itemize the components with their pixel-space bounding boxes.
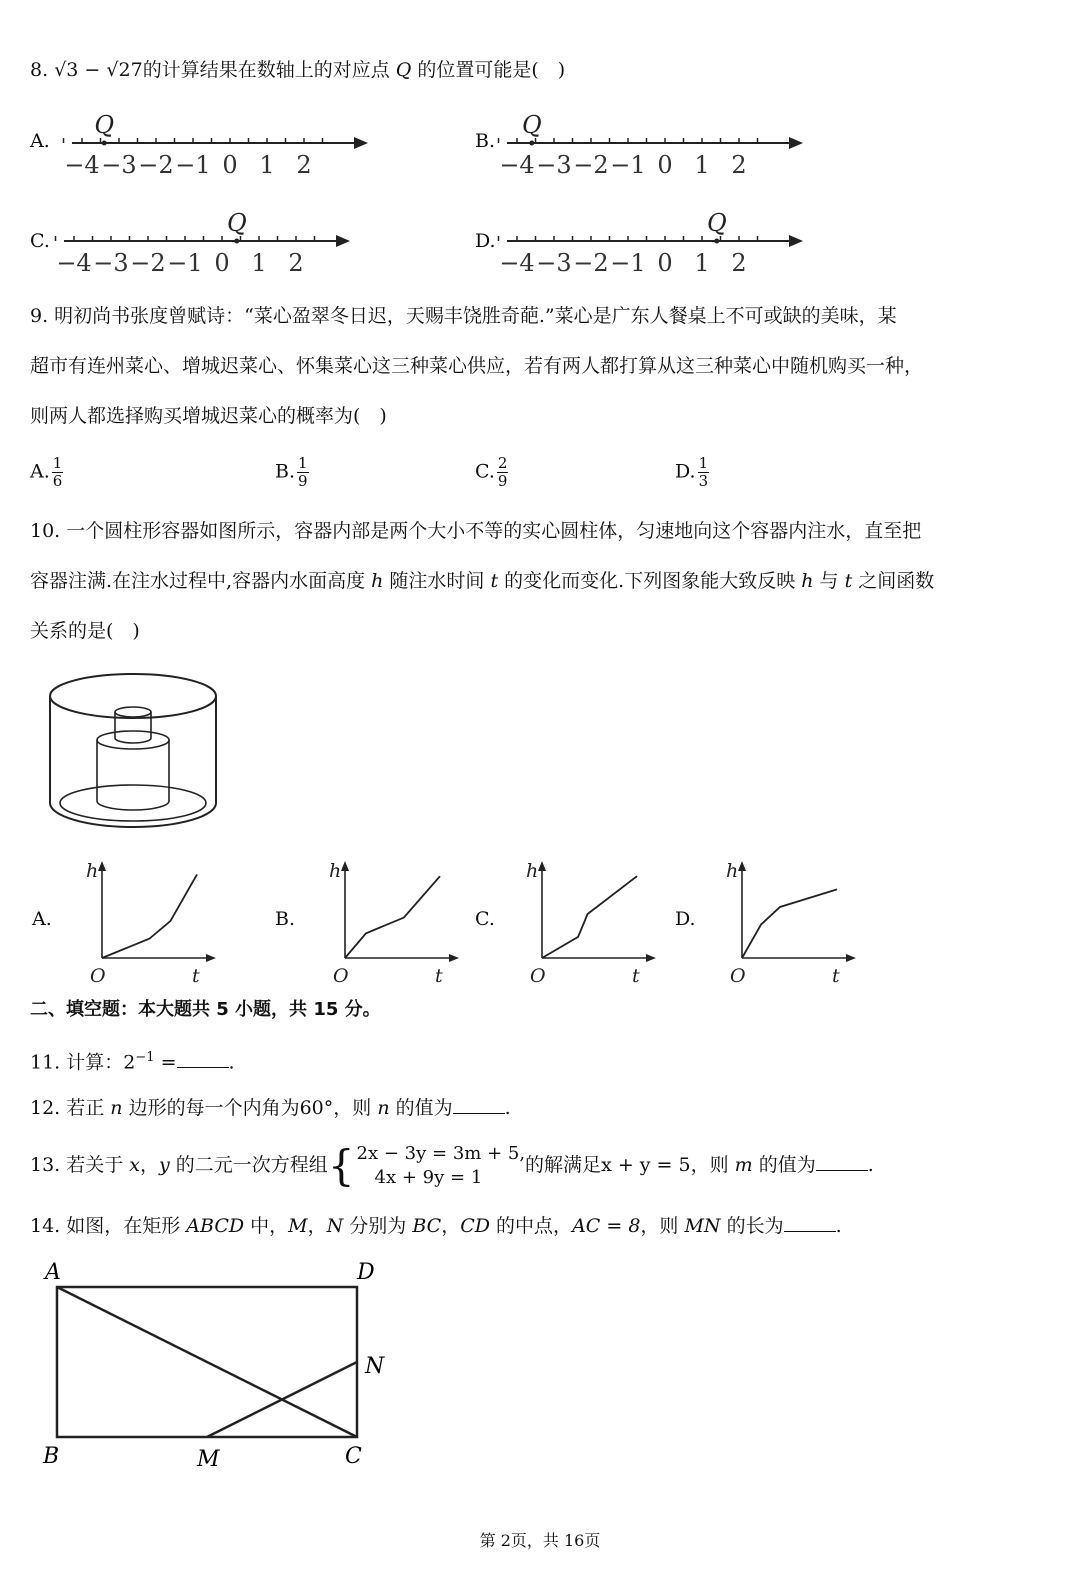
q14-mid2: 分别为 (343, 1215, 413, 1237)
origin-label: O (90, 965, 106, 987)
q14-end: . (835, 1215, 842, 1237)
origin-label: O (333, 965, 349, 987)
q12-suffix: 的值为 (389, 1097, 453, 1119)
axis-label-h: h (86, 860, 99, 882)
q12 (30, 1094, 511, 1122)
origin-label: O (530, 965, 546, 987)
q9-option-b-label: B. (275, 460, 296, 483)
q9-option-b-fraction (297, 455, 309, 490)
q13-var-x: x (129, 1154, 141, 1176)
q14 (30, 1212, 842, 1240)
tick-label: −3 (536, 151, 572, 179)
q14-n: N (326, 1215, 344, 1237)
q8-option-d-label: D. (475, 230, 496, 252)
q14-m: M (288, 1215, 308, 1237)
x-axis-arrow (846, 954, 856, 962)
x-axis-arrow (206, 954, 216, 962)
q10-graph-c (522, 855, 652, 990)
tick-label: 2 (731, 151, 747, 179)
tick-label: −4 (499, 151, 535, 179)
numerator: 1 (698, 454, 709, 472)
label-m: M (197, 1447, 220, 1472)
x-axis-arrow (449, 954, 459, 962)
q9-option-c (475, 455, 508, 490)
tick-label: −2 (573, 249, 609, 277)
point-q-label: Q (521, 111, 542, 139)
axis-label-h: h (526, 860, 539, 882)
tick-label: −4 (499, 249, 535, 277)
q10-option-d-label: D. (675, 908, 696, 930)
q8-option-a-label: A. (30, 130, 50, 152)
q14-answer-blank[interactable] (784, 1213, 836, 1232)
tick-label: 1 (694, 151, 710, 179)
tick-label: 1 (259, 151, 275, 179)
q8-option-c-label: C. (30, 230, 50, 252)
origin-label: O (730, 965, 746, 987)
tick-label: 0 (222, 151, 238, 179)
q13-equation-2: 4x + 9y = 1 (374, 1167, 483, 1188)
q10-option-b-label: B. (275, 908, 296, 930)
q14-comma: ， (307, 1215, 327, 1237)
axis-label-t: t (832, 965, 840, 987)
q13-equation-rows (357, 1142, 526, 1190)
q11-end: . (228, 1051, 235, 1074)
function-curve (742, 889, 837, 958)
q13-prefix: 13. 若关于 (30, 1154, 130, 1176)
q10-line2 (30, 567, 934, 595)
cylinder-container-figure (45, 668, 225, 838)
axis-arrow (789, 235, 803, 247)
q14-ac: AC = 8 (572, 1215, 641, 1237)
tick-label: −1 (610, 151, 646, 179)
tick-label: 2 (731, 249, 747, 277)
q14-mid4: ，则 (640, 1215, 685, 1237)
q10-option-c-label: C. (475, 908, 495, 930)
tick-label: 0 (657, 151, 673, 179)
q14-bc: BC (412, 1215, 442, 1237)
q14-abcd: ABCD (186, 1215, 245, 1237)
section2-title: 二、填空题：本大题共 5 小题，共 15 分。 (30, 999, 381, 1020)
tick-label: 2 (296, 151, 312, 179)
q10-graph-b (325, 855, 455, 990)
q13-condition: x + y = 5 (601, 1154, 691, 1176)
q11 (30, 1044, 235, 1076)
q10-line2d: 与 (813, 570, 845, 592)
x-axis-arrow (646, 954, 656, 962)
q9-option-a-label: A. (30, 460, 50, 483)
q9-option-a (30, 455, 63, 490)
label-b: B (43, 1444, 60, 1469)
denominator: 9 (298, 472, 308, 490)
q13-end: . (867, 1154, 874, 1176)
q9-option-d-label: D. (675, 460, 696, 483)
q10-var-t: t (490, 570, 499, 592)
q9-line1: 9. 明初尚书张度曾赋诗：“菜心盈翠冬日迟，天赐丰饶胜奇葩.”菜心是广东人餐桌上不可或缺的美味，某 (30, 305, 897, 327)
numerator: 2 (497, 454, 508, 472)
q8-option-b-label: B. (475, 130, 496, 152)
q13-after: 的解满足 (525, 1154, 602, 1176)
q14-mid1: 中， (244, 1215, 289, 1237)
axis-arrow (354, 137, 368, 149)
tick-label: −3 (536, 249, 572, 277)
q9-line3: 则两人都选择购买增城迟菜心的概率为( ) (30, 405, 387, 427)
function-curve (542, 876, 637, 958)
q10-option-a-label: A. (32, 908, 52, 930)
tick-label: −2 (130, 249, 166, 277)
q12-var-n: n (110, 1097, 123, 1119)
q8-text: 的计算结果在数轴上的对应点 (142, 59, 390, 81)
q8-number-line-a (64, 105, 370, 185)
q9-option-c-label: C. (475, 460, 495, 483)
q13-equation-system (328, 1142, 525, 1190)
q10-line3: 关系的是( ) (30, 620, 140, 642)
tick-label: 2 (288, 249, 304, 277)
tick-label: −1 (167, 249, 203, 277)
y-axis-arrow (341, 861, 349, 871)
q12-prefix: 12. 若正 (30, 1097, 111, 1119)
q13-then: ，则 (690, 1154, 735, 1176)
q8-number-line-b (499, 105, 805, 185)
q13-var-y: y (159, 1154, 170, 1176)
tick-label: −3 (101, 151, 137, 179)
tick-label: −2 (573, 151, 609, 179)
rectangle-abcd-figure (35, 1255, 405, 1480)
q11-base: 2 (123, 1051, 136, 1074)
q14-mn: MN (684, 1215, 721, 1237)
q8-number-line-d (499, 203, 805, 283)
q8-minus: − (78, 59, 107, 81)
axis-label-h: h (329, 860, 342, 882)
y-axis-arrow (98, 861, 106, 871)
q10-var-h-2: h (801, 570, 814, 592)
q10-var-h: h (371, 570, 384, 592)
q14-prefix: 14. 如图，在矩形 (30, 1215, 187, 1237)
q9-option-d (675, 455, 709, 490)
numerator: 1 (52, 454, 63, 472)
q10-graph-a (82, 855, 212, 990)
q8-stem (30, 56, 565, 84)
denominator: 9 (497, 472, 508, 490)
q13-equation-1: 2x − 3y = 3m + 5, (356, 1143, 526, 1164)
q10-graph-d (722, 855, 852, 990)
point-q-dot (234, 239, 239, 244)
q11-exponent: −1 (135, 1050, 155, 1065)
q14-comma2: ， (441, 1215, 461, 1237)
label-d: D (357, 1260, 375, 1285)
label-n: N (365, 1354, 385, 1379)
q10-line2a: 容器注满.在注水过程中,容器内水面高度 (30, 570, 372, 592)
q14-mid3: 的中点， (490, 1215, 573, 1237)
denominator: 3 (698, 472, 709, 490)
point-q-dot (529, 141, 534, 146)
q13-comma: ， (140, 1154, 160, 1176)
q10-line2e: 之间函数 (852, 570, 935, 592)
q12-var-n-2: n (377, 1097, 390, 1119)
tick-label: −4 (64, 151, 100, 179)
axis-label-t: t (192, 965, 200, 987)
tick-label: −4 (56, 249, 92, 277)
axis-arrow (789, 137, 803, 149)
tick-label: −2 (138, 151, 174, 179)
q11-equals: = (154, 1051, 177, 1074)
diagonal-ac (57, 1287, 357, 1437)
tick-label: −1 (610, 249, 646, 277)
denominator: 6 (52, 472, 63, 490)
y-axis-arrow (538, 861, 546, 871)
numerator: 1 (298, 454, 308, 472)
q9-option-c-fraction (497, 455, 509, 490)
point-q-label: Q (94, 111, 115, 139)
q10-line2b: 随注水时间 (383, 570, 491, 592)
function-curve (102, 874, 197, 958)
q8-text2: 的位置可能是( ) (417, 59, 566, 81)
q11-prefix: 11. 计算： (30, 1051, 124, 1074)
q14-suffix: 的长为 (720, 1215, 784, 1237)
q10-line1: 10. 一个圆柱形容器如图所示，容器内部是两个大小不等的实心圆柱体，匀速地向这个容器内注水，直至把 (30, 520, 922, 542)
q13-brace: { (327, 1141, 355, 1190)
point-q-dot (102, 141, 107, 146)
point-q-dot (714, 239, 719, 244)
q10-line2c: 的变化而变化.下列图象能大致反映 (498, 570, 802, 592)
q8-sqrt27: √27 (106, 59, 143, 81)
tick-label: −1 (175, 151, 211, 179)
label-a: A (45, 1260, 61, 1285)
tick-label: −3 (93, 249, 129, 277)
q8-point-q: Q (395, 59, 412, 81)
q14-cd: CD (460, 1215, 491, 1237)
page-footer: 第 2页，共 16页 (479, 1531, 601, 1550)
tick-label: 0 (657, 249, 673, 277)
label-c: C (345, 1444, 362, 1469)
q12-end: . (504, 1097, 511, 1119)
tick-label: 1 (694, 249, 710, 277)
point-q-label: Q (226, 209, 247, 237)
q12-answer-blank[interactable] (453, 1095, 505, 1114)
q13-suffix: 的值为 (752, 1154, 816, 1176)
q9-option-a-fraction (52, 455, 64, 490)
tick-label: 0 (214, 249, 230, 277)
tick-label: 1 (251, 249, 267, 277)
q8-number-line-c (56, 203, 352, 283)
point-q-label: Q (706, 209, 727, 237)
q8-number: 8. (30, 59, 49, 81)
axis-label-t: t (632, 965, 640, 987)
q13-mid: 的二元一次方程组 (169, 1154, 328, 1176)
q9-option-b (275, 455, 309, 490)
q8-sqrt3: √3 (54, 59, 79, 81)
q9-option-d-fraction (698, 455, 710, 490)
q13-var-m: m (734, 1154, 753, 1176)
axis-label-h: h (726, 860, 739, 882)
q13-answer-blank[interactable] (816, 1152, 868, 1171)
q10-var-t-2: t (844, 570, 853, 592)
q11-answer-blank[interactable] (177, 1049, 229, 1068)
axis-arrow (336, 235, 350, 247)
axis-label-t: t (435, 965, 443, 987)
q13 (30, 1138, 874, 1192)
function-curve (345, 876, 440, 958)
q12-mid: 边形的每一个内角为60°，则 (122, 1097, 378, 1119)
q9-line2: 超市有连州菜心、增城迟菜心、怀集菜心这三种菜心供应，若有两人都打算从这三种菜心中随机购买一种， (30, 355, 924, 377)
y-axis-arrow (738, 861, 746, 871)
